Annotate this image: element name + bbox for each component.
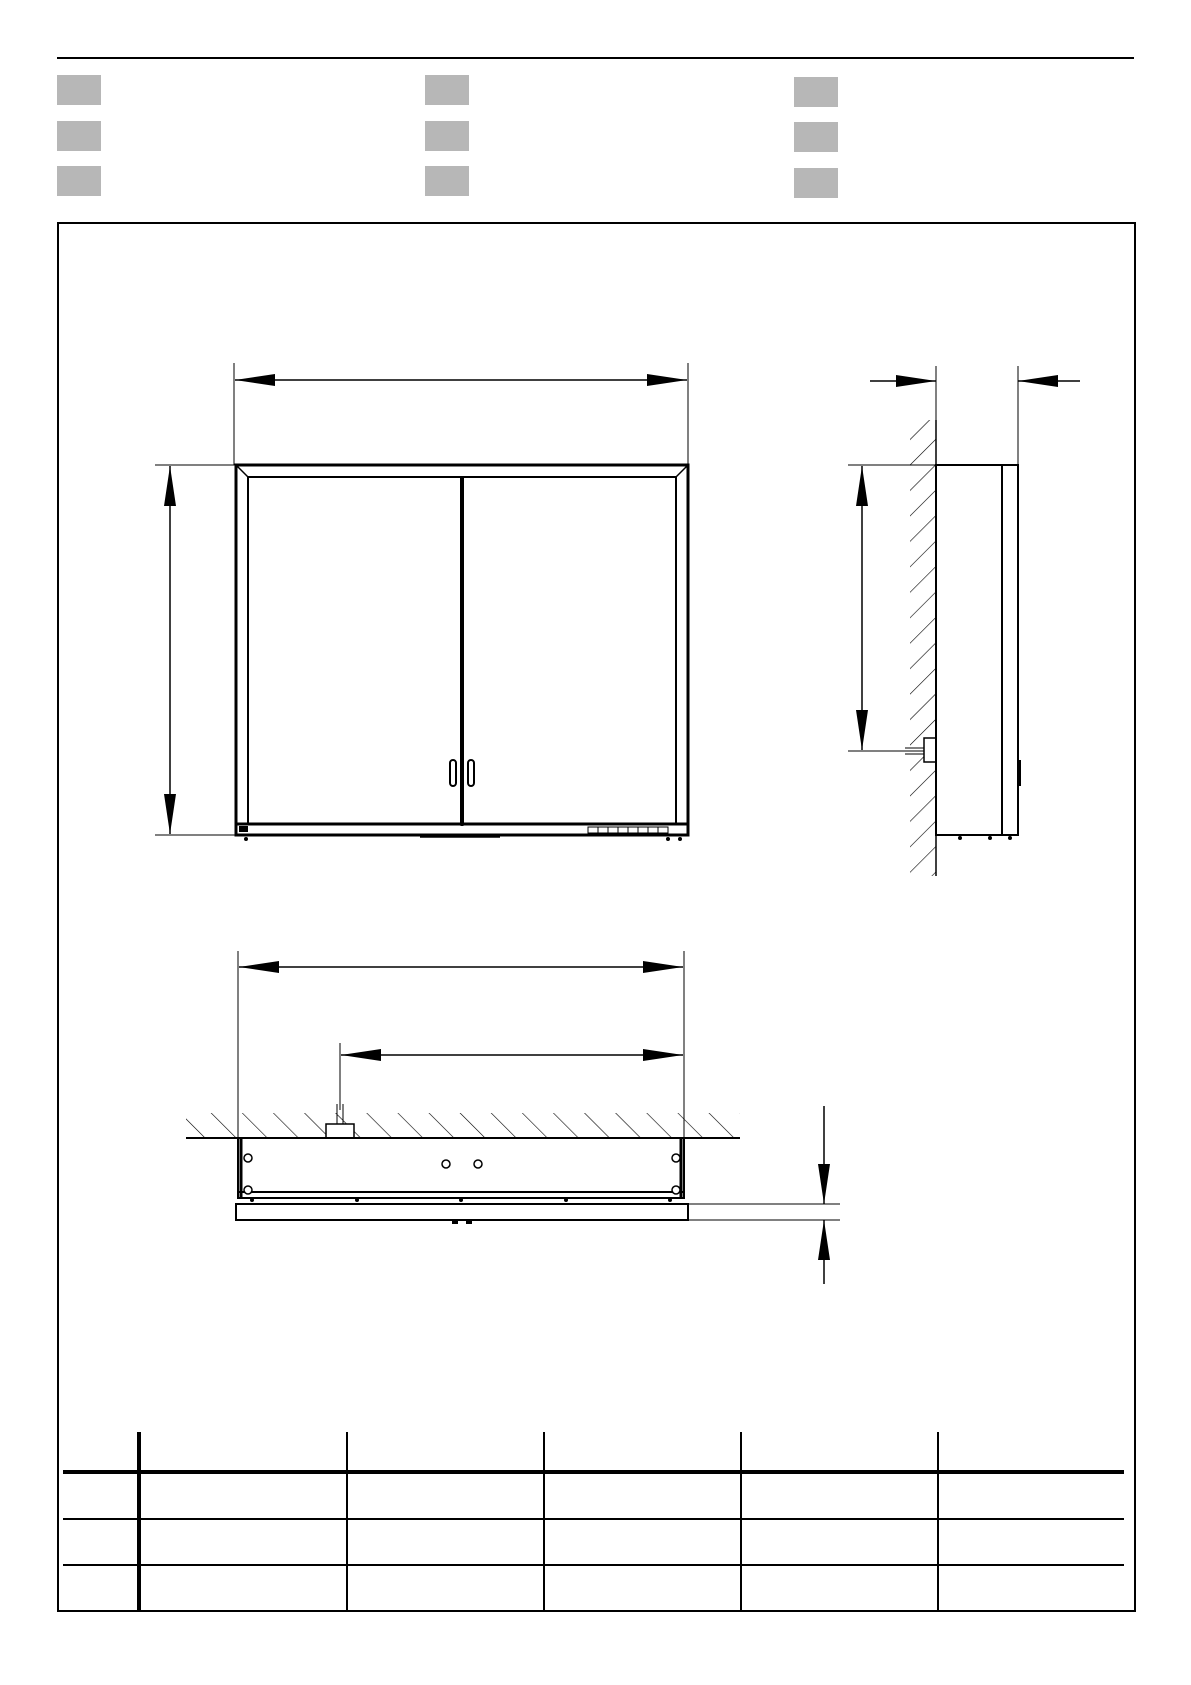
front-view: [155, 363, 688, 841]
top-wall-hatch: [186, 1113, 740, 1138]
top-door-panel: [236, 1204, 688, 1220]
table-header-cell: [63, 1432, 139, 1472]
table-header-cell: [741, 1432, 938, 1472]
door-handle-right[interactable]: [468, 760, 474, 786]
cabinet-side-door: [1002, 465, 1018, 835]
table-cell: [741, 1472, 938, 1519]
table-cell: [139, 1472, 347, 1519]
table-row: [63, 1472, 1124, 1519]
side-wall-hatch: [910, 420, 936, 876]
table-cell: [139, 1565, 347, 1610]
table-cell: [347, 1472, 544, 1519]
top-socket-icon: [326, 1124, 354, 1138]
table-cell: [347, 1565, 544, 1610]
table-cell: [938, 1519, 1124, 1565]
table-header-cell: [938, 1432, 1124, 1472]
table-cell: [63, 1519, 139, 1565]
top-view: [186, 951, 840, 1284]
door-handle-left[interactable]: [450, 760, 456, 786]
dimension-table: [63, 1432, 1124, 1610]
table-cell: [938, 1472, 1124, 1519]
table-cell: [63, 1565, 139, 1610]
table-cell: [63, 1472, 139, 1519]
table-cell: [544, 1472, 741, 1519]
dimension-table-header: [63, 1432, 1124, 1472]
table-header-cell: [139, 1432, 347, 1472]
top-cabinet-body: [238, 1138, 684, 1198]
table-row: [63, 1565, 1124, 1610]
table-cell: [347, 1519, 544, 1565]
side-view: [848, 366, 1080, 876]
table-cell: [139, 1519, 347, 1565]
cabinet-side-body: [936, 465, 1002, 835]
table-header-cell: [347, 1432, 544, 1472]
switch-icon: [239, 826, 248, 832]
table-cell: [544, 1519, 741, 1565]
table-cell: [741, 1519, 938, 1565]
control-buttons: [588, 827, 668, 833]
socket-icon: [924, 738, 936, 762]
table-row: [63, 1519, 1124, 1565]
table-cell: [938, 1565, 1124, 1610]
table-header-cell: [544, 1432, 741, 1472]
table-cell: [544, 1565, 741, 1610]
table-cell: [741, 1565, 938, 1610]
